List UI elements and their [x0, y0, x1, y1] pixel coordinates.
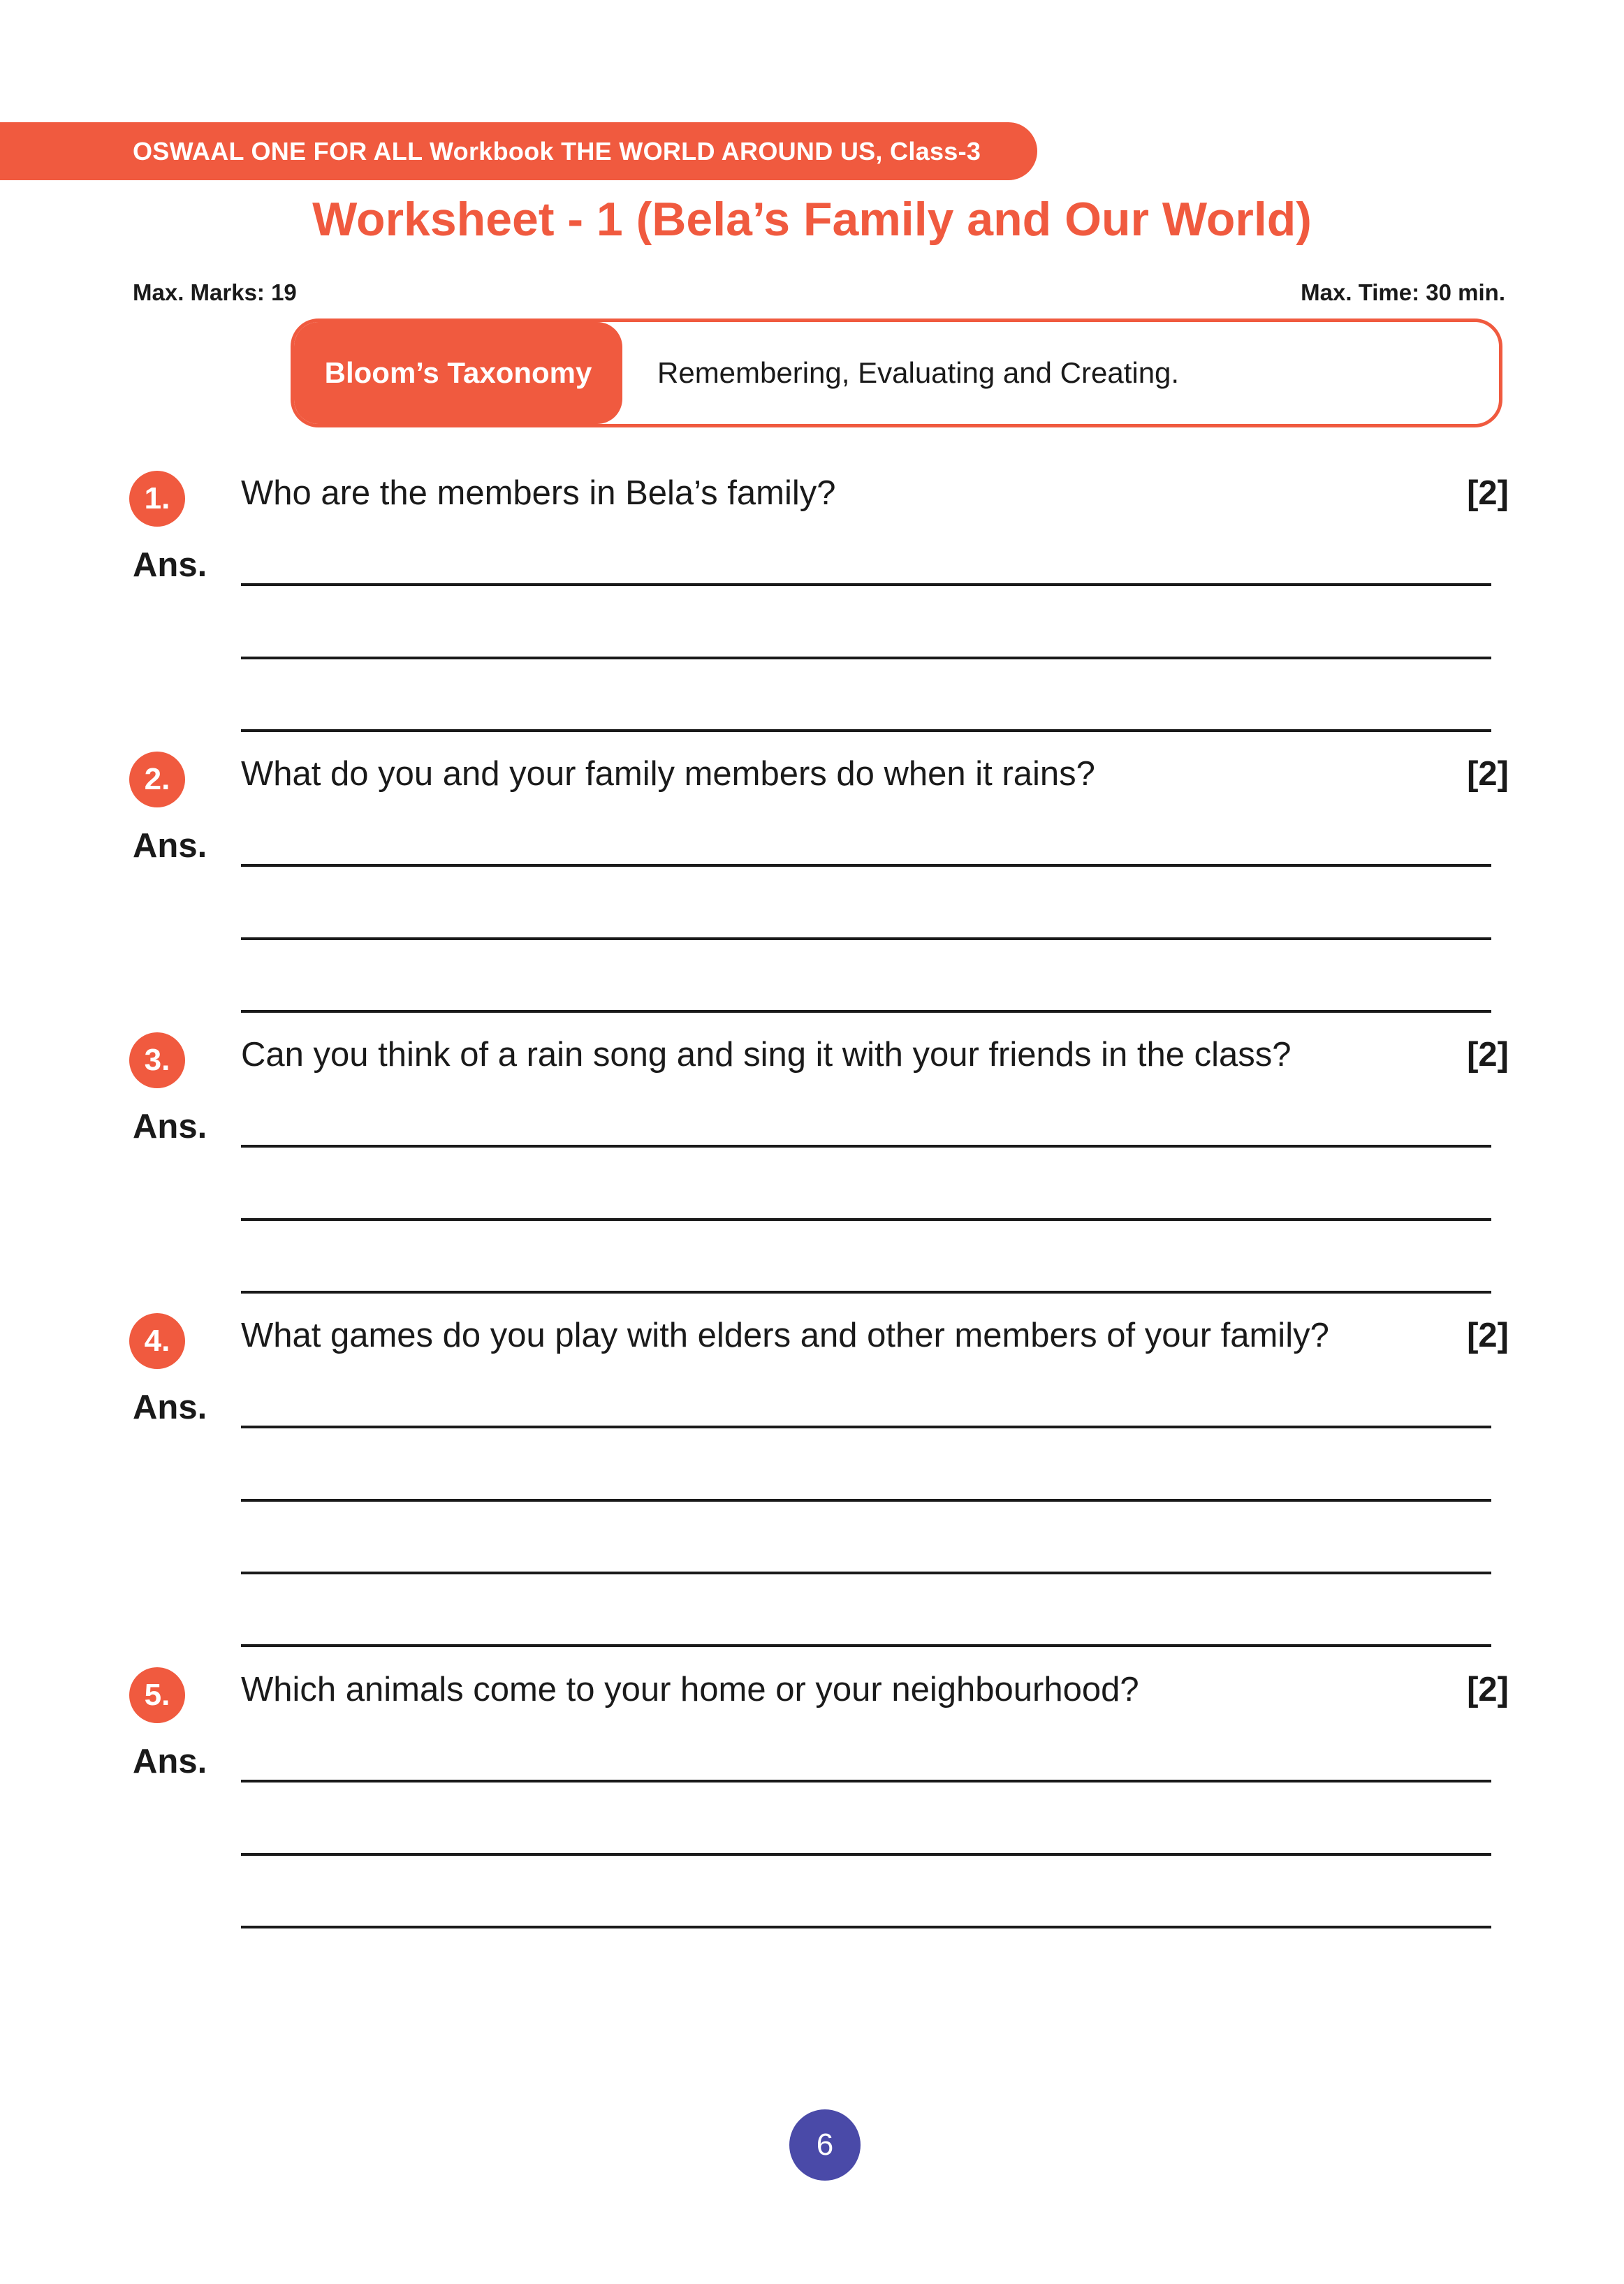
question-text: Which animals come to your home or your neighbourhood?: [241, 1671, 1139, 1708]
question-marks: [2]: [1467, 1671, 1509, 1708]
answer-line[interactable]: [241, 1572, 1491, 1574]
blooms-taxonomy-value: Remembering, Evaluating and Creating.: [657, 356, 1180, 389]
question-marks: [2]: [1467, 474, 1509, 512]
answer-label: Ans.: [133, 1389, 207, 1426]
question-number-badge: 2.: [129, 752, 185, 807]
blooms-taxonomy-label: Bloom’s Taxonomy: [294, 322, 622, 424]
question-marks: [2]: [1467, 755, 1509, 793]
question-number-badge: 3.: [129, 1032, 185, 1088]
answer-line[interactable]: [241, 864, 1491, 867]
question-text: Who are the members in Bela’s family?: [241, 474, 836, 512]
answer-label: Ans.: [133, 1743, 207, 1780]
page-number: 6: [789, 2109, 861, 2181]
question-number-badge: 4.: [129, 1313, 185, 1369]
answer-line[interactable]: [241, 1291, 1491, 1294]
question-text: What games do you play with elders and other members of your family?: [241, 1317, 1329, 1354]
question-number-badge: 5.: [129, 1667, 185, 1723]
question-marks: [2]: [1467, 1317, 1509, 1354]
max-marks: Max. Marks: 19: [133, 279, 297, 305]
answer-line[interactable]: [241, 1644, 1491, 1647]
answer-line[interactable]: [241, 1218, 1491, 1221]
header-band-text: OSWAAL ONE FOR ALL Workbook THE WORLD AROUND US, Class-3: [133, 136, 981, 166]
answer-line[interactable]: [241, 1145, 1491, 1148]
worksheet-title: Worksheet - 1 (Bela’s Family and Our World): [312, 193, 1312, 246]
question-text: What do you and your family members do when it rains?: [241, 755, 1095, 793]
answer-line[interactable]: [241, 1926, 1491, 1928]
answer-line[interactable]: [241, 937, 1491, 940]
blooms-taxonomy-box: [291, 319, 1502, 427]
answer-line[interactable]: [241, 583, 1491, 586]
header-band: [0, 122, 1037, 180]
answer-line[interactable]: [241, 1010, 1491, 1013]
answer-line[interactable]: [241, 1780, 1491, 1782]
answer-line[interactable]: [241, 1499, 1491, 1502]
answer-line[interactable]: [241, 1853, 1491, 1856]
question-text: Can you think of a rain song and sing it with your friends in the class?: [241, 1036, 1292, 1074]
answer-label: Ans.: [133, 827, 207, 865]
question-marks: [2]: [1467, 1036, 1509, 1074]
answer-line[interactable]: [241, 657, 1491, 659]
max-time: Max. Time: 30 min.: [1301, 279, 1505, 305]
answer-line[interactable]: [241, 1426, 1491, 1428]
answer-label: Ans.: [133, 546, 207, 584]
answer-label: Ans.: [133, 1108, 207, 1145]
answer-line[interactable]: [241, 729, 1491, 732]
question-number-badge: 1.: [129, 471, 185, 527]
